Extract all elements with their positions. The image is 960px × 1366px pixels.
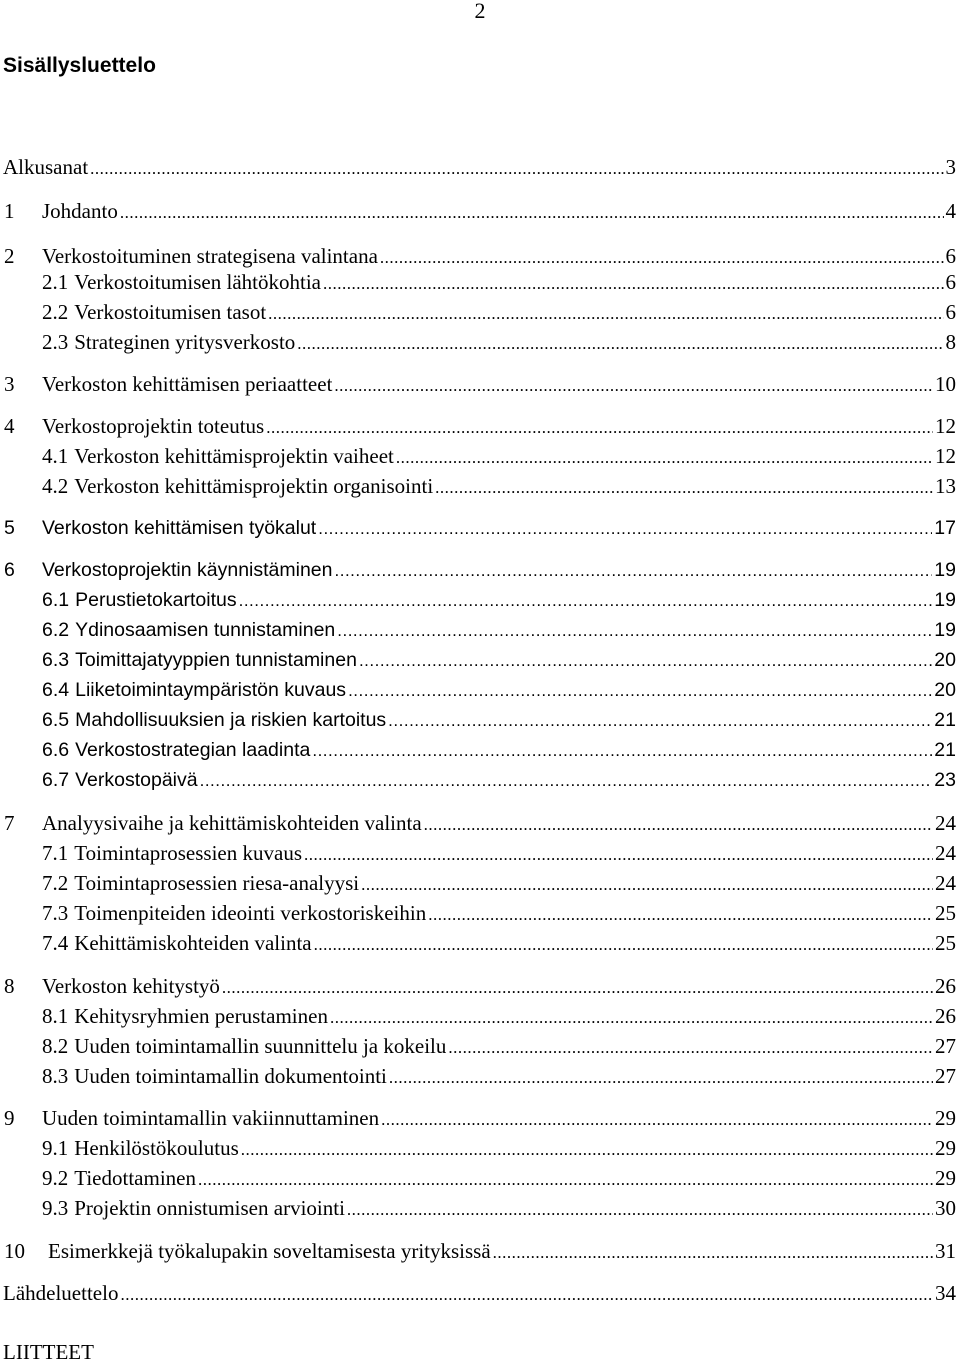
toc-entry-label: Johdanto bbox=[42, 199, 118, 223]
toc-entry-number: 8.2 bbox=[42, 1034, 69, 1058]
toc-entry-label: Verkoston kehittämisen periaatteet bbox=[42, 372, 333, 396]
dot-leader bbox=[361, 871, 933, 899]
toc-entry[interactable] bbox=[0, 412, 956, 440]
toc-entry[interactable] bbox=[0, 676, 956, 704]
toc-entry-number: 6.3 bbox=[42, 649, 70, 671]
toc-entry-page: 24 bbox=[935, 811, 956, 835]
toc-entry-number: 7 bbox=[4, 811, 15, 835]
toc-entry[interactable] bbox=[0, 472, 956, 500]
toc-entry-page: 26 bbox=[935, 1004, 956, 1028]
toc-entry-page: 3 bbox=[945, 155, 956, 179]
toc-entry-label: Esimerkkejä työkalupakin soveltamisesta yrityksissä bbox=[48, 1239, 491, 1263]
toc-entry[interactable] bbox=[0, 929, 956, 957]
toc-entry-label: Verkoston kehitystyö bbox=[42, 974, 220, 998]
toc-entry-page: 19 bbox=[934, 559, 956, 581]
toc-entry-page: 12 bbox=[935, 444, 956, 468]
toc-entry[interactable] bbox=[0, 197, 956, 225]
toc-entry-page: 27 bbox=[935, 1034, 956, 1058]
toc-entry-number: 6.5 bbox=[42, 709, 70, 731]
toc-entry-page: 20 bbox=[934, 649, 956, 671]
toc-entry-label: Toimintaprosessien riesa-analyysi bbox=[74, 871, 360, 895]
toc-entry[interactable] bbox=[0, 1032, 956, 1060]
toc-entry-page: 20 bbox=[934, 679, 956, 701]
toc-entry-number: 4.1 bbox=[42, 444, 69, 468]
toc-entry-page: 24 bbox=[935, 841, 956, 865]
toc-entry[interactable] bbox=[0, 268, 956, 296]
toc-entry-label: Verkostoprojektin käynnistäminen bbox=[42, 559, 333, 581]
toc-entry[interactable] bbox=[0, 839, 956, 867]
toc-entry-label: Liiketoimintaympäristön kuvaus bbox=[75, 679, 347, 701]
toc-entry-label: Kehitysryhmien perustaminen bbox=[74, 1004, 328, 1028]
toc-entry[interactable] bbox=[0, 556, 956, 584]
dot-leader bbox=[323, 270, 944, 298]
toc-title: Sisällysluettelo bbox=[3, 54, 156, 77]
dot-leader bbox=[334, 372, 933, 400]
toc-entry[interactable] bbox=[0, 328, 956, 356]
toc-entry-page: 34 bbox=[935, 1281, 956, 1305]
dot-leader bbox=[304, 841, 933, 869]
toc-entry-number: 3 bbox=[4, 372, 15, 396]
toc-entry-number: 2.2 bbox=[42, 300, 69, 324]
toc-entry[interactable] bbox=[0, 1164, 956, 1192]
toc-entry-label: Verkostoitumisen tasot bbox=[74, 300, 267, 324]
toc-entry-number: 6.4 bbox=[42, 679, 70, 701]
toc-entry-page: 12 bbox=[935, 414, 956, 438]
toc-entry-page: 23 bbox=[934, 769, 956, 791]
toc-entry-number: 6.2 bbox=[42, 619, 70, 641]
toc-entry-label: Uuden toimintamallin vakiinnuttaminen bbox=[42, 1106, 380, 1130]
toc-entry-page: 29 bbox=[935, 1166, 956, 1190]
toc-entry[interactable] bbox=[0, 586, 956, 614]
toc-entry-page: 13 bbox=[935, 474, 956, 498]
toc-entry-label: Toimenpiteiden ideointi verkostoriskeihin bbox=[74, 901, 427, 925]
toc-entry-label: Verkoston kehittämisprojektin organisointi bbox=[74, 474, 434, 498]
toc-entry[interactable] bbox=[0, 298, 956, 326]
toc-entry-label: Verkostoituminen strategisena valintana bbox=[42, 244, 378, 268]
toc-entry-number: 8.1 bbox=[42, 1004, 69, 1028]
toc-entry-page: 30 bbox=[935, 1196, 956, 1220]
toc-entry[interactable] bbox=[0, 706, 956, 734]
toc-entry-number: 8.3 bbox=[42, 1064, 69, 1088]
dot-leader bbox=[396, 444, 933, 472]
toc-entry-number: 10 bbox=[4, 1239, 25, 1263]
dot-leader bbox=[297, 330, 943, 358]
dot-leader bbox=[337, 617, 932, 645]
toc-entry-label: Uuden toimintamallin dokumentointi bbox=[74, 1064, 387, 1088]
toc-entry-number: 9 bbox=[4, 1106, 15, 1130]
toc-entry-label: Verkostopäivä bbox=[75, 769, 198, 791]
toc-entry-page: 10 bbox=[935, 372, 956, 396]
toc-entry-page: 31 bbox=[935, 1239, 956, 1263]
toc-entry-number: 6.7 bbox=[42, 769, 70, 791]
toc-entry-label: Verkostoitumisen lähtökohtia bbox=[74, 270, 321, 294]
toc-entry[interactable] bbox=[0, 646, 956, 674]
toc-entry-label: Toimintaprosessien kuvaus bbox=[74, 841, 302, 865]
toc-entry[interactable] bbox=[0, 514, 956, 542]
toc-entry-number: 8 bbox=[4, 974, 15, 998]
toc-entry-label: Projektin onnistumisen arviointi bbox=[74, 1196, 345, 1220]
toc-entry[interactable] bbox=[0, 1237, 956, 1265]
dot-leader bbox=[435, 474, 933, 502]
toc-entry-label: Lähdeluettelo bbox=[3, 1281, 119, 1305]
toc-entry-label: Verkostostrategian laadinta bbox=[75, 739, 311, 761]
toc-entry-page: 6 bbox=[945, 300, 956, 324]
toc-entry[interactable] bbox=[0, 1062, 956, 1090]
toc-entry-label: Kehittämiskohteiden valinta bbox=[74, 931, 312, 955]
toc-entry-label: Perustietokartoitus bbox=[75, 589, 237, 611]
dot-leader bbox=[266, 414, 933, 442]
toc-entry-label: Verkostoprojektin toteutus bbox=[42, 414, 265, 438]
toc-entry-page: 8 bbox=[945, 330, 956, 354]
dot-leader bbox=[335, 557, 933, 585]
toc-entry-number: 7.3 bbox=[42, 901, 69, 925]
toc-entry[interactable] bbox=[0, 736, 956, 764]
toc-entry-number: 5 bbox=[4, 517, 15, 539]
toc-entry[interactable] bbox=[0, 899, 956, 927]
dot-leader bbox=[347, 1196, 933, 1224]
toc-entry-number: 9.3 bbox=[42, 1196, 69, 1220]
toc-entry-label: Alkusanat bbox=[3, 155, 89, 179]
dot-leader bbox=[239, 587, 933, 615]
dot-leader bbox=[448, 1034, 933, 1062]
dot-leader bbox=[359, 647, 932, 675]
dot-leader bbox=[318, 515, 932, 543]
toc-entry-page: 21 bbox=[934, 709, 956, 731]
toc-entry-number: 6.6 bbox=[42, 739, 70, 761]
toc-entry[interactable] bbox=[0, 1104, 956, 1132]
toc-entry[interactable] bbox=[0, 370, 956, 398]
dot-leader bbox=[200, 767, 933, 795]
toc-entry-number: 4.2 bbox=[42, 474, 69, 498]
toc-entry-label: Toimittajatyyppien tunnistaminen bbox=[75, 649, 357, 671]
toc-entry[interactable] bbox=[0, 809, 956, 837]
toc-entry[interactable] bbox=[0, 1002, 956, 1030]
toc-entry-page: 19 bbox=[934, 619, 956, 641]
toc-entry-page: 29 bbox=[935, 1136, 956, 1160]
dot-leader bbox=[314, 931, 933, 959]
dot-leader bbox=[120, 199, 944, 227]
dot-leader bbox=[389, 1064, 933, 1092]
toc-entry[interactable] bbox=[0, 972, 956, 1000]
toc-entry-page: 27 bbox=[935, 1064, 956, 1088]
toc-entry-number: 1 bbox=[4, 199, 15, 223]
toc-entry-number: 6 bbox=[4, 559, 15, 581]
toc-entry-number: 4 bbox=[4, 414, 15, 438]
dot-leader bbox=[493, 1239, 933, 1267]
toc-entry[interactable] bbox=[0, 1194, 956, 1222]
toc-entry-label: Analyysivaihe ja kehittämiskohteiden valinta bbox=[42, 811, 422, 835]
toc-entry[interactable] bbox=[0, 1134, 956, 1162]
toc-entry-label: Verkoston kehittämisprojektin vaiheet bbox=[74, 444, 394, 468]
toc-entry[interactable] bbox=[0, 1279, 956, 1307]
dot-leader bbox=[120, 1281, 933, 1309]
toc-entry-page: 17 bbox=[934, 517, 956, 539]
toc-entry-label: Mahdollisuuksien ja riskien kartoitus bbox=[75, 709, 387, 731]
dot-leader bbox=[241, 1136, 933, 1164]
toc-entry[interactable] bbox=[0, 153, 956, 181]
toc-entry-number: 7.1 bbox=[42, 841, 69, 865]
toc-entry-page: 26 bbox=[935, 974, 956, 998]
toc-entry-number: 2 bbox=[4, 244, 15, 268]
toc-entry-page: 21 bbox=[934, 739, 956, 761]
toc-entry[interactable] bbox=[0, 869, 956, 897]
dot-leader bbox=[268, 300, 943, 328]
toc-entry[interactable] bbox=[0, 442, 956, 470]
toc-entry-page: 25 bbox=[935, 901, 956, 925]
dot-leader bbox=[330, 1004, 933, 1032]
toc-entry[interactable] bbox=[0, 242, 956, 270]
toc-entry-number: 7.4 bbox=[42, 931, 69, 955]
toc-entry-label: Uuden toimintamallin suunnittelu ja kokeilu bbox=[74, 1034, 447, 1058]
dot-leader bbox=[381, 1106, 933, 1134]
toc-entry-label: Verkoston kehittämisen työkalut bbox=[42, 517, 317, 539]
dot-leader bbox=[428, 901, 933, 929]
toc-entry-number: 7.2 bbox=[42, 871, 69, 895]
dot-leader bbox=[198, 1166, 933, 1194]
toc-entry-page: 6 bbox=[945, 244, 956, 268]
toc-entry[interactable] bbox=[0, 766, 956, 794]
appendices-heading: LIITTEET bbox=[3, 1340, 94, 1364]
toc-entry-page: 6 bbox=[945, 270, 956, 294]
toc-entry-number: 6.1 bbox=[42, 589, 70, 611]
dot-leader bbox=[388, 707, 932, 735]
page-number: 2 bbox=[474, 0, 486, 23]
toc-entry-number: 9.2 bbox=[42, 1166, 69, 1190]
toc-entry-page: 19 bbox=[934, 589, 956, 611]
toc-entry-number: 9.1 bbox=[42, 1136, 69, 1160]
toc-entry-label: Ydinosaamisen tunnistaminen bbox=[75, 619, 336, 641]
toc-entry-number: 2.1 bbox=[42, 270, 69, 294]
dot-leader bbox=[90, 155, 943, 183]
toc-entry-page: 25 bbox=[935, 931, 956, 955]
toc-entry-label: Henkilöstökoulutus bbox=[74, 1136, 239, 1160]
toc-entry-label: Strateginen yritysverkosto bbox=[74, 330, 296, 354]
toc-entry-page: 4 bbox=[945, 199, 956, 223]
dot-leader bbox=[424, 811, 933, 839]
toc-entry[interactable] bbox=[0, 616, 956, 644]
dot-leader bbox=[222, 974, 933, 1002]
toc-entry-page: 29 bbox=[935, 1106, 956, 1130]
dot-leader bbox=[312, 737, 932, 765]
toc-entry-number: 2.3 bbox=[42, 330, 69, 354]
dot-leader bbox=[348, 677, 932, 705]
toc-entry-label: Tiedottaminen bbox=[74, 1166, 196, 1190]
toc-entry-page: 24 bbox=[935, 871, 956, 895]
